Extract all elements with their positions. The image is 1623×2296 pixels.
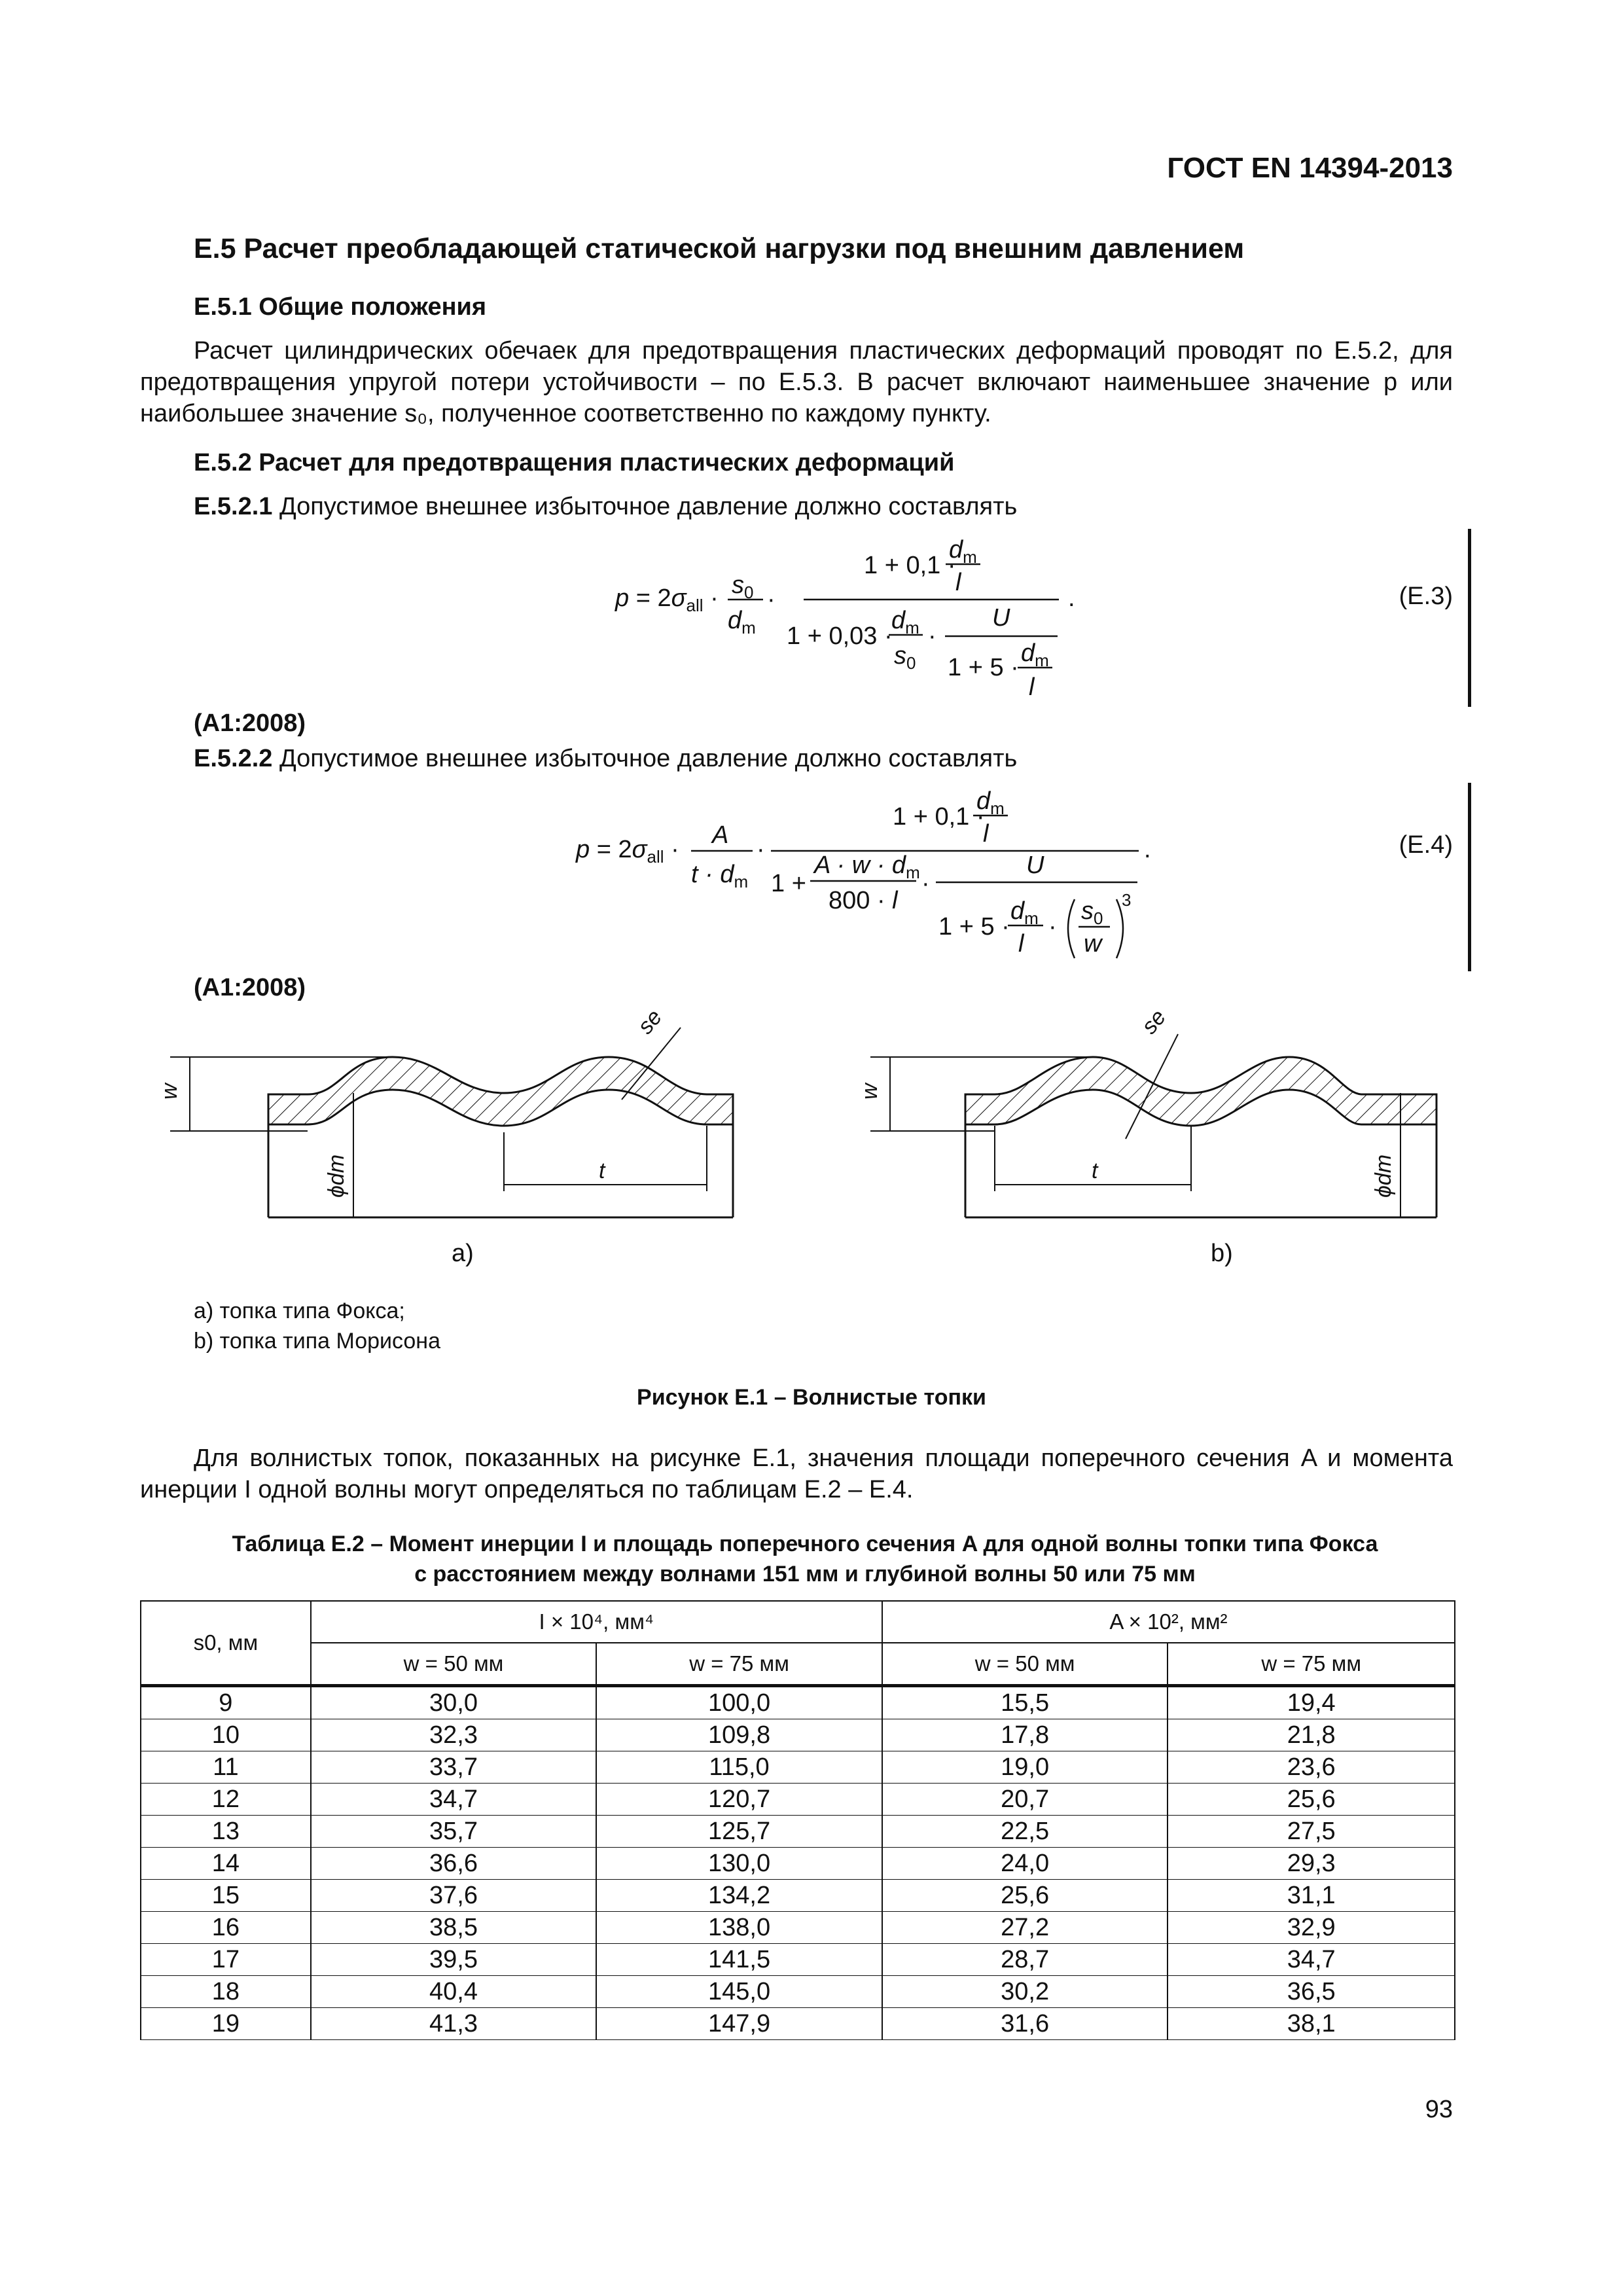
cell: 29,3 [1168, 1848, 1455, 1880]
svg-text:1 + 0,1 ·: 1 + 0,1 · [893, 803, 985, 831]
general-paragraph-text: Расчет цилиндрических обечаек для предотвращения пластических деформаций проводят по Е.5.2, для предотвращения упругой потери устойчивости – по Е.5.3. В расчет включают наименьшее значение p или наибольшее значение s₀, полученное соответственно по каждому пункту. [140, 337, 1453, 427]
cell: 32,3 [311, 1719, 597, 1751]
svg-text:·: · [757, 836, 765, 863]
cell: 41,3 [311, 2008, 597, 2040]
clause-number: Е.5.2.2 [194, 745, 273, 772]
cell: 134,2 [596, 1880, 882, 1912]
cell: 20,7 [882, 1784, 1168, 1816]
cell: 38,1 [1168, 2008, 1455, 2040]
cell: 138,0 [596, 1912, 882, 1944]
dim-se-label-a: se [633, 1005, 668, 1039]
cell: 17,8 [882, 1719, 1168, 1751]
cell: 14 [141, 1848, 311, 1880]
svg-text:dm: $d_m$ [891, 607, 919, 637]
cell: 100,0 [596, 1686, 882, 1719]
cell: 19,0 [882, 1751, 1168, 1784]
header-group-area: A × 10², мм² [882, 1601, 1455, 1643]
table-row [141, 1912, 1455, 1944]
subsection-title-general: Е.5.1 Общие положения [194, 293, 487, 321]
page-number: 93 [1425, 2096, 1453, 2123]
svg-text:t · dm: $t \cdot d_m$ [691, 861, 749, 891]
equation-e4-label: (Е.4) [1399, 831, 1453, 859]
cell: 40,4 [311, 1976, 597, 2008]
cell: 31,1 [1168, 1880, 1455, 1912]
svg-text:1 +: 1 + [771, 870, 806, 897]
section-title: Е.5 Расчет преобладающей статической нагрузки под внешним давлением [194, 233, 1245, 264]
svg-text:s0: $s_0$ [1081, 897, 1103, 928]
cell: 125,7 [596, 1816, 882, 1848]
svg-text:l: l [983, 820, 989, 848]
header-inertia-w75: w = 75 мм [596, 1643, 882, 1686]
equation-e3 [589, 524, 1126, 713]
header-group-inertia: I × 10⁴, мм⁴ [311, 1601, 882, 1643]
table-row [141, 1686, 1455, 1719]
table-row [141, 1880, 1455, 1912]
cell: 19 [141, 2008, 311, 2040]
cell: 115,0 [596, 1751, 882, 1784]
cell: 22,5 [882, 1816, 1168, 1848]
cell: 145,0 [596, 1976, 882, 2008]
header-area-w50: w = 50 мм [882, 1643, 1168, 1686]
svg-text:s0: $s_0$ [732, 571, 754, 602]
svg-text:s0: $s_0$ [894, 642, 916, 673]
cell: 36,5 [1168, 1976, 1455, 2008]
dim-w-label-a: w [157, 1083, 182, 1100]
cell: 25,6 [1168, 1784, 1455, 1816]
cell: 15 [141, 1880, 311, 1912]
figure-title: Рисунок Е.1 – Волнистые топки [637, 1385, 986, 1410]
table-row [141, 1816, 1455, 1848]
svg-text:A: A [712, 821, 729, 849]
cell: 12 [141, 1784, 311, 1816]
cell: 23,6 [1168, 1751, 1455, 1784]
equation-e3-label: (Е.3) [1399, 583, 1453, 610]
svg-text:U: U [1026, 852, 1044, 879]
svg-text:dm: $d_m$ [949, 536, 977, 567]
cell: 120,7 [596, 1784, 882, 1816]
cell: 18 [141, 1976, 311, 2008]
after-figure-text: Для волнистых топок, показанных на рисунке Е.1, значения площади поперечного сечения A и момента инерции I одной волны могут определяться по таблицам Е.2 – Е.4. [140, 1444, 1453, 1503]
header-inertia-w50: w = 50 мм [311, 1643, 597, 1686]
cell: 30,0 [311, 1686, 597, 1719]
svg-text:1 + 0,1 ·: 1 + 0,1 · [864, 552, 956, 579]
svg-text:w: w [1084, 930, 1102, 958]
subsection-title-plastic: Е.5.2 Расчет для предотвращения пластических деформаций [194, 449, 955, 476]
figure-fox-furnace [170, 1028, 733, 1217]
cell: 9 [141, 1686, 311, 1719]
cell: 130,0 [596, 1848, 882, 1880]
amendment-note-1: (A1:2008) [194, 709, 306, 737]
cell: 15,5 [882, 1686, 1168, 1719]
table-row [141, 1944, 1455, 1976]
table-row [141, 1976, 1455, 2008]
svg-text:l: l [1029, 673, 1035, 701]
figure-corrugated-furnaces [0, 995, 1623, 1283]
svg-text:1 + 0,03 ·: 1 + 0,03 · [787, 622, 893, 650]
svg-text:A · w · dm: $A \cdot w \cdot d_m$ [814, 852, 920, 882]
change-bar [1468, 783, 1471, 971]
cell: 109,8 [596, 1719, 882, 1751]
amendment-note-2: (A1:2008) [194, 974, 306, 1001]
dim-t-label-a: t [599, 1158, 605, 1183]
dim-dm-label-b: ϕdm [1371, 1154, 1396, 1198]
svg-text:·: · [928, 622, 936, 650]
svg-text:·: · [921, 870, 930, 897]
dim-dm-label-a: ϕdm [324, 1154, 349, 1198]
figure-morison-furnace [870, 1034, 1436, 1217]
figure-legend-a: a) топка типа Фокса; [194, 1299, 405, 1323]
table-row [141, 1751, 1455, 1784]
cell: 19,4 [1168, 1686, 1455, 1719]
svg-text:p = 2σall ·: $p = 2\sigma_{all}$ · [576, 836, 679, 867]
clause-e522 [194, 745, 1017, 773]
general-paragraph [140, 335, 1453, 429]
equation-e4 [563, 778, 1165, 974]
dim-t-label-b: t [1092, 1158, 1098, 1183]
header-s0: s0, мм [141, 1601, 311, 1686]
svg-text:U: U [992, 604, 1010, 632]
cell: 147,9 [596, 2008, 882, 2040]
svg-text:3: 3 [1122, 890, 1132, 910]
cell: 27,2 [882, 1912, 1168, 1944]
svg-text:1 + 5 ·: 1 + 5 · [938, 913, 1010, 941]
svg-text:800 · l: 800 · l [829, 887, 898, 914]
svg-text:.: . [1068, 584, 1075, 612]
dim-w-label-b: w [857, 1083, 882, 1100]
cell: 28,7 [882, 1944, 1168, 1976]
cell: 37,6 [311, 1880, 597, 1912]
figure-legend-b: b) топка типа Морисона [194, 1329, 440, 1354]
cell: 141,5 [596, 1944, 882, 1976]
clause-number: Е.5.2.1 [194, 493, 273, 520]
svg-text:l: l [1018, 930, 1024, 958]
cell: 36,6 [311, 1848, 597, 1880]
cell: 38,5 [311, 1912, 597, 1944]
cell: 30,2 [882, 1976, 1168, 2008]
svg-text:.: . [1144, 836, 1151, 863]
change-bar [1468, 529, 1471, 707]
svg-text:dm: $d_m$ [728, 607, 756, 637]
cell: 16 [141, 1912, 311, 1944]
cell: 21,8 [1168, 1719, 1455, 1751]
document-header: ГОСТ EN 14394-2013 [1167, 152, 1453, 184]
table-e2 [140, 1600, 1455, 2040]
svg-text:1 + 5 ·: 1 + 5 · [948, 654, 1019, 681]
cell: 33,7 [311, 1751, 597, 1784]
table-title-line2: с расстоянием между волнами 151 мм и глубиной волны 50 или 75 мм [414, 1562, 1196, 1587]
cell: 35,7 [311, 1816, 597, 1848]
cell: 11 [141, 1751, 311, 1784]
svg-text:l: l [955, 569, 961, 596]
clause-e521 [194, 493, 1017, 521]
figure-label-b: b) [1211, 1240, 1233, 1267]
svg-text:dm: $d_m$ [1010, 897, 1039, 928]
svg-text:·: · [767, 586, 776, 613]
clause-text: Допустимое внешнее избыточное давление должно составлять [272, 745, 1018, 772]
table-row [141, 2008, 1455, 2040]
clause-text: Допустимое внешнее избыточное давление должно составлять [272, 493, 1018, 520]
cell: 34,7 [311, 1784, 597, 1816]
cell: 32,9 [1168, 1912, 1455, 1944]
cell: 34,7 [1168, 1944, 1455, 1976]
cell: 10 [141, 1719, 311, 1751]
table-row [141, 1848, 1455, 1880]
cell: 24,0 [882, 1848, 1168, 1880]
cell: 17 [141, 1944, 311, 1976]
header-area-w75: w = 75 мм [1168, 1643, 1455, 1686]
cell: 25,6 [882, 1880, 1168, 1912]
cell: 27,5 [1168, 1816, 1455, 1848]
svg-text:dm: $d_m$ [976, 787, 1005, 818]
dim-se-label-b: se [1137, 1005, 1171, 1039]
table-row [141, 1784, 1455, 1816]
table-title-line1: Таблица Е.2 – Момент инерции I и площадь поперечного сечения A для одной волны топки типа Фокса [232, 1532, 1378, 1556]
figure-label-a: a) [452, 1240, 474, 1267]
svg-text:p = 2σall ·: $p = 2\sigma_{all}$ · [615, 584, 719, 615]
after-figure-paragraph [140, 1443, 1453, 1505]
table-row [141, 1719, 1455, 1751]
cell: 31,6 [882, 2008, 1168, 2040]
cell: 39,5 [311, 1944, 597, 1976]
svg-text:·: · [1048, 913, 1057, 941]
cell: 13 [141, 1816, 311, 1848]
svg-text:dm: $d_m$ [1021, 639, 1049, 670]
